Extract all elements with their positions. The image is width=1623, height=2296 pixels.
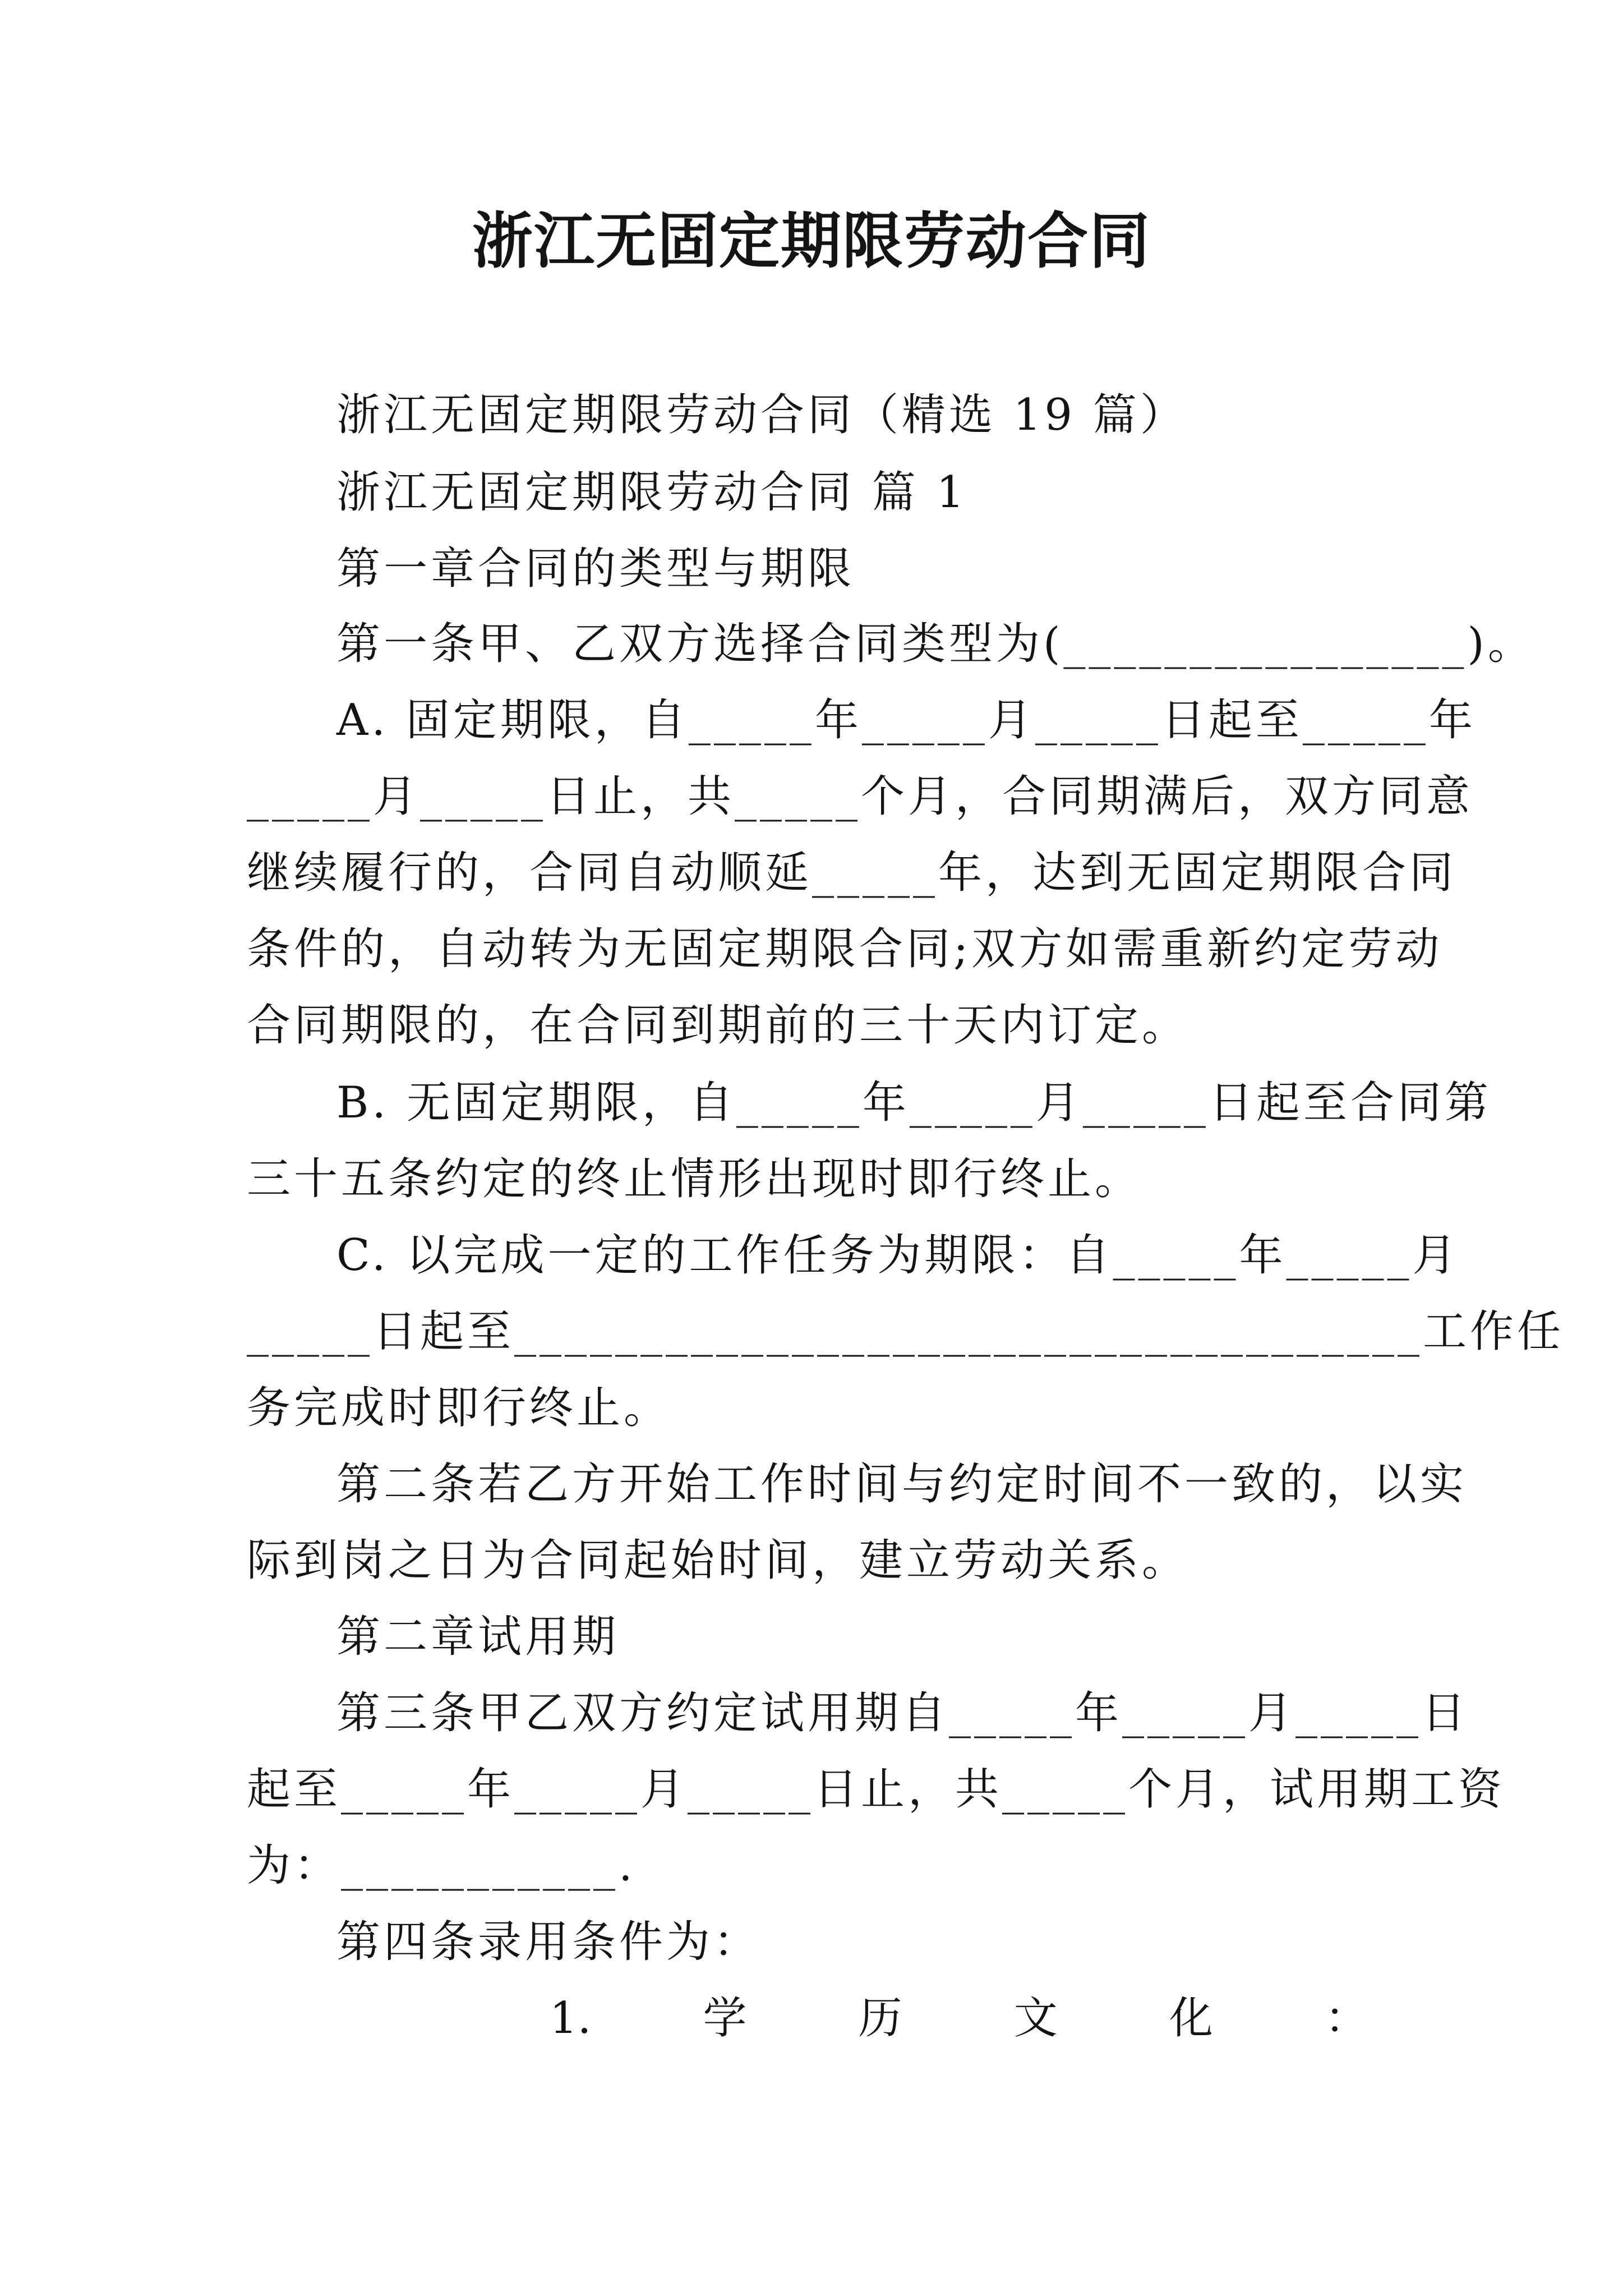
justified-line: [550, 1990, 1368, 2046]
justified-char: 历: [858, 1993, 902, 2044]
paragraph-line: 务完成时即行终止。: [247, 1383, 671, 1433]
paragraph-line: 际到岗之日为合同起始时间，建立劳动关系。: [247, 1535, 1189, 1586]
paragraph-line: A. 固定期限，自_____年_____月_____日起至_____年: [336, 695, 1476, 746]
paragraph-line: C. 以完成一定的工作任务为期限：自_____年_____月: [336, 1230, 1460, 1281]
paragraph-line: 继续履行的，合同自动顺延_____年，达到无固定期限合同: [247, 848, 1457, 898]
justified-char: 文: [1013, 1993, 1058, 2044]
paragraph-line: B. 无固定期限，自_____年_____月_____日起至合同第: [336, 1078, 1492, 1128]
subtitle-line: 浙江无固定期限劳动合同（精选 19 篇）: [336, 390, 1187, 440]
paragraph-line: 第二条若乙方开始工作时间与约定时间不一致的，以实: [336, 1459, 1468, 1510]
paragraph-line: 起至_____年_____月_____日止，共_____个月，试用期工资: [247, 1764, 1506, 1815]
paragraph-line: _____月_____日止，共_____个月，合同期满后，双方同意: [247, 771, 1474, 822]
justified-char: 化: [1169, 1993, 1213, 2044]
paragraph-line: 三十五条约定的终止情形出现时即行终止。: [247, 1154, 1142, 1204]
justified-char: 学: [703, 1993, 747, 2044]
paragraph-line: 条件的，自动转为无固定期限合同;双方如需重新约定劳动: [247, 924, 1443, 974]
paragraph-line: 合同期限的，在合同到期前的三十天内订定。: [247, 1000, 1189, 1051]
paragraph-line: 为：___________.: [247, 1841, 636, 1891]
chapter-heading: 第二章试用期: [336, 1612, 620, 1662]
section-heading: 浙江无固定期限劳动合同 篇 1: [336, 467, 968, 518]
list-number: 1.: [550, 1993, 592, 2044]
paragraph-line: 第一条甲、乙双方选择合同类型为(________________)。: [336, 619, 1535, 669]
justified-char: ：: [1324, 1993, 1368, 2044]
paragraph-line: 第三条甲乙双方约定试用期自_____年_____月_____日: [336, 1688, 1469, 1738]
paragraph-line: 第四条录用条件为：: [336, 1917, 761, 1967]
chapter-heading: 第一章合同的类型与期限: [336, 544, 855, 594]
document-title: 浙江无固定期限劳动合同: [472, 206, 1151, 277]
paragraph-line: _____日起至____________________________________工作任: [247, 1306, 1565, 1357]
